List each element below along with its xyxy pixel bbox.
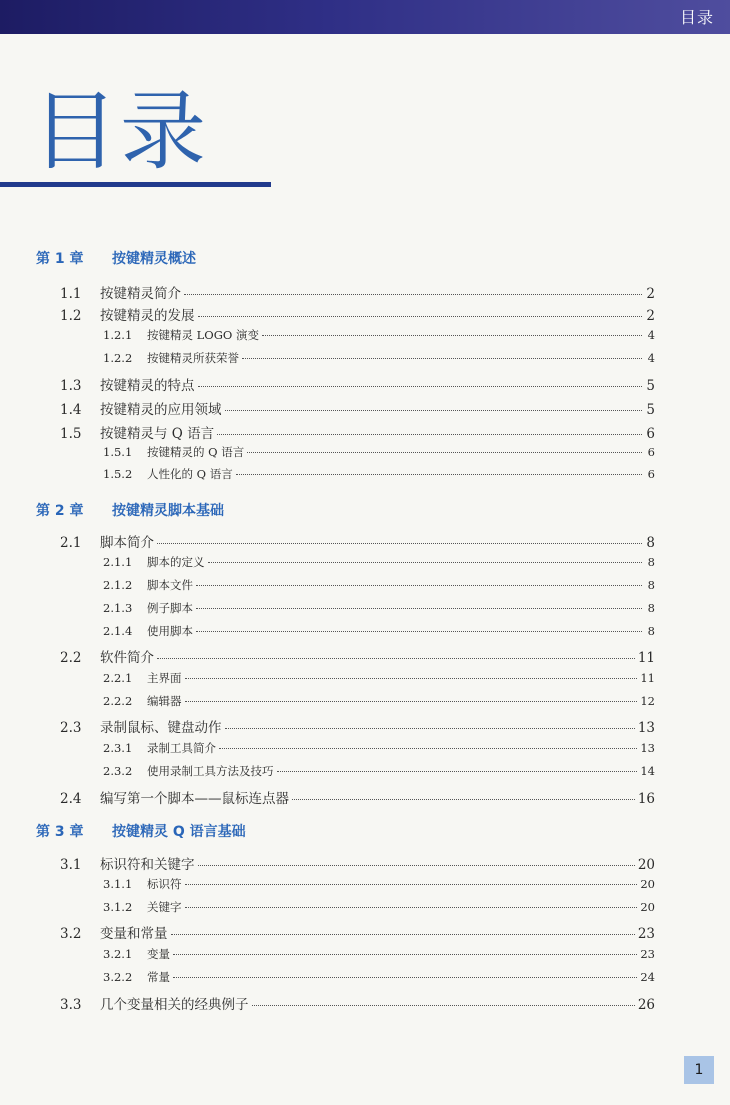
toc-entry[interactable] — [103, 740, 655, 760]
entry-page: 11 — [637, 650, 655, 666]
leader-dots — [247, 452, 642, 453]
leader-dots — [196, 608, 642, 609]
leader-dots — [262, 335, 642, 336]
entry-title: 按键精灵的 Q 语言 — [147, 445, 245, 459]
entry-page: 24 — [640, 970, 655, 984]
entry-title: 使用脚本 — [147, 624, 193, 638]
entry-number: 2.3 — [60, 720, 82, 736]
entry-number: 2.3.2 — [103, 764, 133, 778]
toc-entry[interactable] — [103, 899, 655, 919]
entry-title: 关键字 — [147, 900, 182, 914]
entry-title: 脚本的定义 — [147, 555, 205, 569]
leader-dots — [173, 954, 637, 955]
entry-page: 5 — [646, 402, 655, 418]
leader-dots — [292, 799, 635, 800]
leader-dots — [196, 631, 642, 632]
entry-title: 标识符和关键字 — [100, 857, 195, 873]
entry-page: 5 — [646, 378, 655, 394]
chapter-title: 按键精灵概述 — [112, 251, 196, 267]
entry-page: 12 — [640, 694, 655, 708]
toc-entry[interactable] — [103, 554, 655, 574]
entry-title: 脚本文件 — [147, 578, 193, 592]
toc-entry[interactable] — [103, 600, 655, 620]
title-underline — [0, 182, 271, 187]
entry-number: 2.1.3 — [103, 601, 133, 615]
entry-page: 20 — [640, 900, 655, 914]
page-title: 目录 — [32, 82, 208, 182]
entry-title: 标识符 — [147, 877, 182, 891]
toc-entry[interactable] — [103, 444, 655, 464]
chapter-title: 按键精灵脚本基础 — [112, 503, 224, 519]
entry-page: 26 — [637, 997, 655, 1013]
entry-number: 2.1 — [60, 535, 82, 551]
entry-page: 4 — [647, 351, 655, 365]
toc-entry[interactable] — [60, 993, 655, 1013]
chapter-number: 第 2 章 — [36, 503, 84, 519]
entry-title: 脚本简介 — [100, 535, 154, 551]
header-tab-label: 目录 — [679, 8, 714, 27]
entry-page: 6 — [647, 467, 655, 481]
leader-dots — [208, 562, 643, 563]
entry-number: 2.4 — [60, 791, 82, 807]
entry-page: 8 — [647, 555, 655, 569]
toc-entry[interactable] — [60, 374, 655, 394]
entry-page: 11 — [640, 671, 655, 685]
entry-number: 1.2.1 — [103, 328, 133, 342]
entry-number: 3.2.2 — [103, 970, 133, 984]
toc-entry[interactable] — [60, 716, 655, 736]
leader-dots — [185, 678, 638, 679]
entry-page: 2 — [646, 286, 655, 302]
entry-title: 软件简介 — [100, 650, 154, 666]
entry-number: 1.5.2 — [103, 467, 133, 481]
entry-number: 2.1.4 — [103, 624, 133, 638]
toc-entry[interactable] — [103, 969, 655, 989]
entry-title: 按键精灵的发展 — [100, 308, 195, 324]
entry-number: 2.3.1 — [103, 741, 133, 755]
leader-dots — [236, 474, 642, 475]
toc-entry[interactable] — [103, 946, 655, 966]
entry-page: 14 — [640, 764, 655, 778]
entry-number: 1.2 — [60, 308, 82, 324]
chapter-heading[interactable] — [36, 500, 224, 520]
leader-dots — [219, 748, 637, 749]
toc-entry[interactable] — [60, 422, 655, 442]
entry-page: 13 — [637, 720, 655, 736]
toc-entry[interactable] — [60, 922, 655, 942]
entry-title: 常量 — [147, 970, 170, 984]
leader-dots — [225, 410, 643, 411]
entry-page: 2 — [646, 308, 655, 324]
chapter-heading[interactable] — [36, 821, 246, 841]
entry-page: 8 — [647, 624, 655, 638]
entry-page: 20 — [637, 857, 655, 873]
leader-dots — [173, 977, 637, 978]
header-bar — [0, 0, 730, 34]
entry-title: 编写第一个脚本——鼠标连点器 — [100, 791, 289, 807]
entry-number: 1.5 — [60, 426, 82, 442]
leader-dots — [252, 1005, 635, 1006]
leader-dots — [198, 865, 635, 866]
entry-title: 编辑器 — [147, 694, 182, 708]
entry-number: 2.2.2 — [103, 694, 133, 708]
entry-number: 1.4 — [60, 402, 82, 418]
leader-dots — [198, 316, 643, 317]
entry-number: 2.1.2 — [103, 578, 133, 592]
entry-number: 3.2 — [60, 926, 82, 942]
entry-title: 使用录制工具方法及技巧 — [147, 764, 274, 778]
toc-entry[interactable] — [103, 693, 655, 713]
entry-title: 录制鼠标、键盘动作 — [100, 720, 222, 736]
entry-title: 录制工具简介 — [147, 741, 216, 755]
entry-page: 23 — [640, 947, 655, 961]
toc-entry[interactable] — [103, 327, 655, 347]
entry-page: 16 — [637, 791, 655, 807]
entry-title: 人性化的 Q 语言 — [147, 467, 233, 481]
leader-dots — [157, 658, 635, 659]
entry-number: 1.3 — [60, 378, 82, 394]
entry-title: 变量 — [147, 947, 170, 961]
leader-dots — [185, 884, 638, 885]
leader-dots — [185, 701, 638, 702]
entry-page: 8 — [647, 578, 655, 592]
entry-title: 按键精灵的特点 — [100, 378, 195, 394]
page-number-badge: 1 — [684, 1056, 714, 1084]
leader-dots — [184, 294, 642, 295]
leader-dots — [196, 585, 642, 586]
entry-page: 4 — [647, 328, 655, 342]
entry-number: 1.1 — [60, 286, 82, 302]
chapter-number: 第 1 章 — [36, 251, 84, 267]
leader-dots — [171, 934, 635, 935]
entry-title: 按键精灵所获荣誉 — [147, 351, 239, 365]
entry-title: 按键精灵简介 — [100, 286, 181, 302]
leader-dots — [185, 907, 638, 908]
leader-dots — [157, 543, 642, 544]
toc-entry[interactable] — [60, 282, 655, 302]
entry-number: 2.2 — [60, 650, 82, 666]
toc-entry[interactable] — [60, 787, 655, 807]
entry-number: 2.1.1 — [103, 555, 133, 569]
chapter-heading[interactable] — [36, 248, 196, 268]
leader-dots — [277, 771, 638, 772]
leader-dots — [217, 434, 642, 435]
entry-number: 3.3 — [60, 997, 82, 1013]
entry-title: 例子脚本 — [147, 601, 193, 615]
toc-entry[interactable] — [60, 531, 655, 551]
entry-page: 8 — [646, 535, 655, 551]
leader-dots — [225, 728, 635, 729]
toc-entry[interactable] — [60, 398, 655, 418]
entry-number: 2.2.1 — [103, 671, 133, 685]
entry-title: 按键精灵 LOGO 演变 — [147, 328, 259, 342]
entry-number: 3.2.1 — [103, 947, 133, 961]
entry-title: 几个变量相关的经典例子 — [100, 997, 249, 1013]
toc-entry[interactable] — [103, 623, 655, 643]
leader-dots — [242, 358, 642, 359]
toc-entry[interactable] — [103, 670, 655, 690]
toc-entry[interactable] — [103, 876, 655, 896]
toc-entry[interactable] — [60, 304, 655, 324]
entry-page: 8 — [647, 601, 655, 615]
entry-page: 23 — [637, 926, 655, 942]
entry-title: 主界面 — [147, 671, 182, 685]
entry-number: 3.1 — [60, 857, 82, 873]
chapter-title: 按键精灵 Q 语言基础 — [112, 824, 246, 840]
toc-entry[interactable] — [103, 350, 655, 370]
entry-number: 1.5.1 — [103, 445, 133, 459]
toc-entry[interactable] — [103, 577, 655, 597]
chapter-number: 第 3 章 — [36, 824, 84, 840]
entry-page: 6 — [647, 445, 655, 459]
toc-entry[interactable] — [60, 853, 655, 873]
entry-number: 1.2.2 — [103, 351, 133, 365]
entry-number: 3.1.2 — [103, 900, 133, 914]
toc-entry[interactable] — [103, 763, 655, 783]
toc-entry[interactable] — [60, 646, 655, 666]
leader-dots — [198, 386, 643, 387]
entry-title: 变量和常量 — [100, 926, 168, 942]
entry-page: 13 — [640, 741, 655, 755]
entry-number: 3.1.1 — [103, 877, 133, 891]
toc-entry[interactable] — [103, 466, 655, 486]
entry-title: 按键精灵的应用领域 — [100, 402, 222, 418]
entry-page: 20 — [640, 877, 655, 891]
entry-page: 6 — [646, 426, 655, 442]
entry-title: 按键精灵与 Q 语言 — [100, 426, 215, 442]
